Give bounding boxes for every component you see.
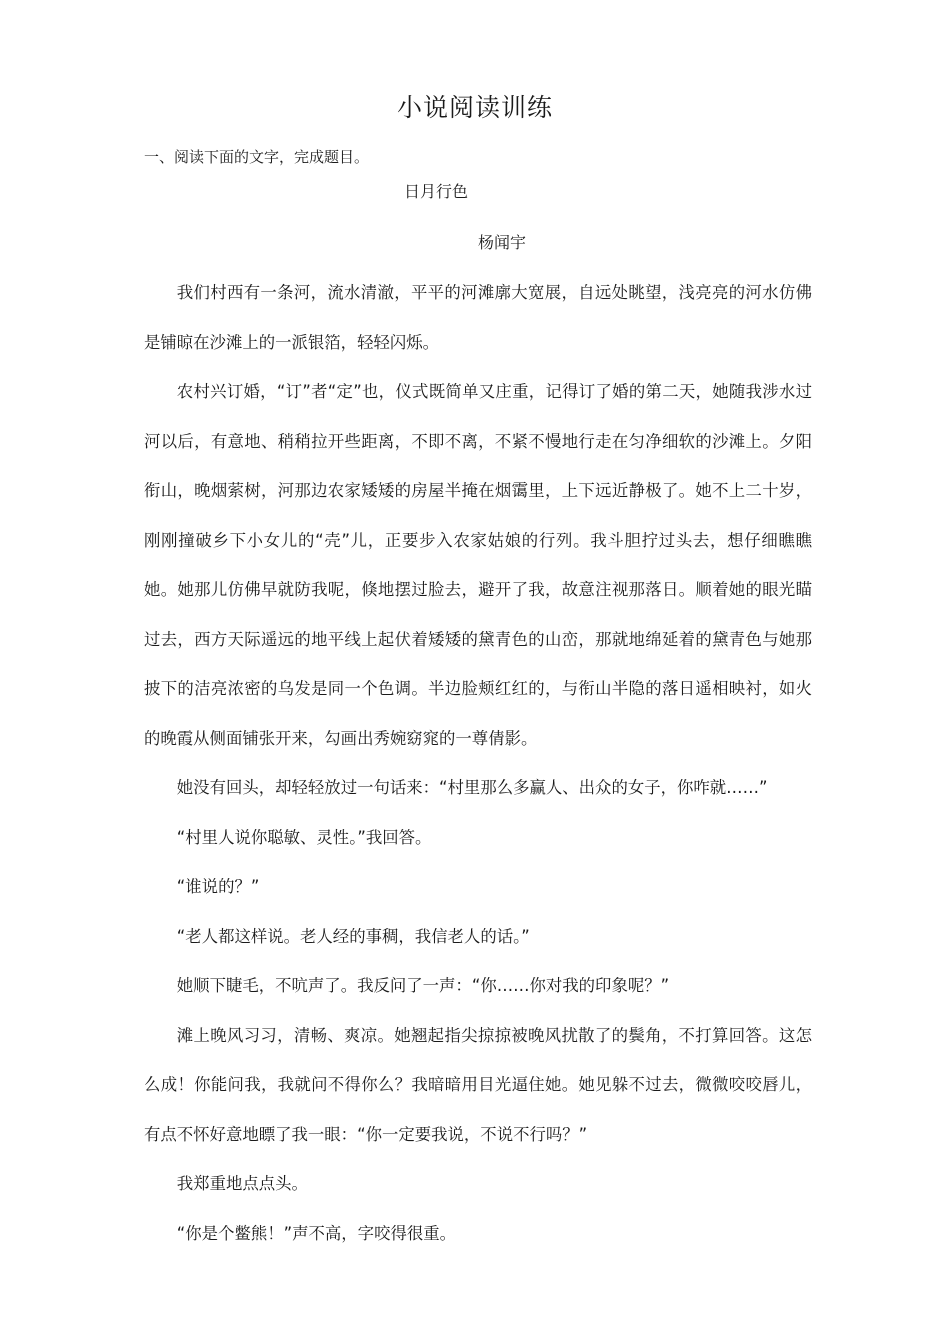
paragraph: “村里人说你聪敏、灵性。”我回答。 — [176, 827, 432, 847]
paragraph: 滩上晚风习习，清畅、爽凉。她翘起指尖掠掠被晚风扰散了的鬓角，不打算回答。这怎么成！你能问我，我就问不得你么？我暗暗用目光逼住她。她见躲不过去，微微咬咬唇儿，有点不怀好意地瞟了我一眼：“你一定要我说，不说不行吗？” — [144, 1025, 812, 1144]
paragraph: “你是个鳖熊！”声不高，字咬得很重。 — [176, 1223, 457, 1243]
story-author: 杨闻宇 — [478, 233, 527, 252]
story-title: 日月行色 — [403, 182, 468, 201]
story-body — [144, 268, 812, 1258]
document-title: 小说阅读训练 — [396, 93, 553, 122]
paragraph: 农村兴订婚，“订”者“定”也，仪式既简单又庄重，记得订了婚的第二天，她随我涉水过河以后，有意地、稍稍拉开些距离，不即不离，不紧不慢地行走在匀净细软的沙滩上。夕阳衔山，晚烟萦树，河那边农家矮矮的房屋半掩在烟霭里，上下远近静极了。她不上二十岁，刚刚撞破乡下小女儿的“壳”儿，正要步入农家姑娘的行列。我斗胆拧过头去，想仔细瞧瞧她。她那儿仿佛早就防我呢，倏地摆过脸去，避开了我，故意注视那落日。顺着她的眼光瞄过去，西方天际遥远的地平线上起伏着矮矮的黛青色的山峦，那就地绵延着的黛青色与她那披下的洁亮浓密的乌发是同一个色调。半边脸颊红红的，与衔山半隐的落日遥相映衬，如火的晚霞从侧面铺张开来，勾画出秀婉窈窕的一尊倩影。 — [144, 382, 812, 748]
paragraph: “谁说的？” — [176, 877, 260, 896]
paragraph: 我郑重地点点头。 — [176, 1174, 308, 1193]
paragraph: “老人都这样说。老人经的事稠，我信老人的话。” — [176, 926, 530, 946]
paragraph: 我们村西有一条河，流水清澈，平平的河滩廓大宽展，自远处眺望，浅亮亮的河水仿佛是铺晾在沙滩上的一派银箔，轻轻闪烁。 — [144, 283, 812, 352]
paragraph: 她没有回头，却轻轻放过一句话来：“村里那么多赢人、出众的女子，你咋就……” — [176, 778, 768, 797]
paragraph: 她顺下睫毛，不吭声了。我反问了一声：“你……你对我的印象呢？” — [176, 976, 670, 995]
question-instruction: 一、阅读下面的文字，完成题目。 — [144, 148, 370, 166]
